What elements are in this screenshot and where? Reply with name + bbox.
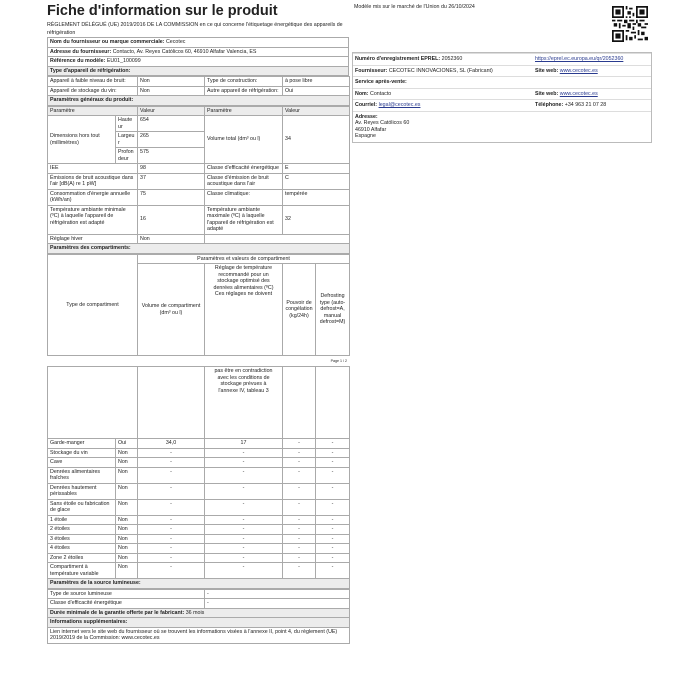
compartment-freeze: - bbox=[283, 483, 316, 499]
compartment-name: Compartiment à température variable bbox=[48, 563, 116, 579]
light-type-label: Type de source lumineuse bbox=[48, 589, 205, 599]
height-label: Hauteur bbox=[116, 116, 138, 132]
compartment-presence: Non bbox=[116, 499, 138, 515]
value-header: Valeur bbox=[138, 106, 205, 116]
page-title: Fiche d'information sur le produit bbox=[47, 3, 278, 19]
empty-cell bbox=[283, 367, 316, 439]
param-header: Paramètre bbox=[48, 106, 138, 116]
extra-text: Lien internet vers le site web du fournisseur où se trouvent les informations visées à l'annexe II, point 4, du règlement (UE) 2019/2019 de la Commission: www.cecotec.es bbox=[48, 627, 350, 643]
compartment-name: Stockage du vin bbox=[48, 448, 116, 458]
address-value: Contacto, Av. Reyes Católicos 60, 46910 Alfafar Valencia, ES bbox=[112, 48, 257, 55]
compartment-freeze: - bbox=[283, 499, 316, 515]
type-row bbox=[48, 77, 350, 87]
param-value: tempérée bbox=[283, 189, 350, 205]
compartment-defrost: - bbox=[316, 544, 350, 554]
addr-line: Av. Reyes Católicos 60 bbox=[355, 120, 410, 126]
general-row bbox=[48, 173, 350, 189]
compartment-volume: - bbox=[138, 534, 205, 544]
type-label: Autre appareil de réfrigération: bbox=[205, 86, 283, 96]
extra-label: Informations supplémentaires: bbox=[48, 618, 350, 628]
eprel-label: Numéro d'enregistrement EPREL: bbox=[355, 56, 441, 62]
eprel-panel bbox=[352, 0, 652, 143]
width-label: Largeur bbox=[116, 132, 138, 148]
qr-code-icon[interactable] bbox=[612, 6, 648, 42]
compartment-name: Garde-manger bbox=[48, 439, 116, 449]
param-label: IEE bbox=[48, 164, 138, 174]
compartment-defrost: - bbox=[316, 467, 350, 483]
compartment-volume: - bbox=[138, 525, 205, 535]
compartment-temp: - bbox=[205, 563, 283, 579]
phone-value: +34 963 21 07 28 bbox=[564, 102, 607, 108]
supplier-label: Nom du fournisseur ou marque commerciale: bbox=[50, 39, 165, 45]
type-row bbox=[48, 86, 350, 96]
param-label: Classe climatique: bbox=[205, 189, 283, 205]
mail-link[interactable]: legal@cecotec.es bbox=[378, 102, 421, 108]
param-value: 75 bbox=[138, 189, 205, 205]
param-label: Température ambiante maximale (ºC) à laquelle l'appareil de réfrigération est adapté bbox=[205, 205, 283, 234]
compartment-defrost: - bbox=[316, 448, 350, 458]
compartment-presence: Non bbox=[116, 515, 138, 525]
web2-label: Site web: bbox=[535, 90, 559, 97]
param-value: 16 bbox=[138, 205, 205, 234]
type-value: Oui bbox=[283, 86, 350, 96]
depth-label: Profondeur bbox=[116, 148, 138, 164]
supplier-value: Cecotec bbox=[165, 39, 186, 45]
compartment-freeze: - bbox=[283, 544, 316, 554]
winter-value: Non bbox=[138, 234, 205, 244]
compartment-name: 3 étoiles bbox=[48, 534, 116, 544]
param-value: 98 bbox=[138, 164, 205, 174]
depth-value: 575 bbox=[138, 148, 205, 164]
general-row bbox=[48, 164, 350, 174]
compartment-presence: Non bbox=[116, 525, 138, 535]
compartment-name: 2 étoiles bbox=[48, 525, 116, 535]
param-header: Paramètre bbox=[205, 106, 283, 116]
compartment-volume: - bbox=[138, 448, 205, 458]
addr-line: Espagne bbox=[355, 133, 376, 139]
type-table bbox=[47, 76, 350, 106]
compartment-presence: Non bbox=[116, 458, 138, 468]
eprel-number: 2052360 bbox=[441, 56, 463, 62]
type-section-title: Type d'appareil de réfrigération: bbox=[48, 66, 349, 76]
web-label: Site web: bbox=[535, 67, 559, 74]
compartment-temp: - bbox=[205, 525, 283, 535]
compartment-row bbox=[48, 467, 350, 483]
compartment-name: Zone 2 étoiles bbox=[48, 553, 116, 563]
eprel-info-box bbox=[352, 52, 652, 143]
compartment-freeze: - bbox=[283, 448, 316, 458]
web2-link[interactable]: www.cecotec.es bbox=[559, 90, 598, 97]
compartment-volume: - bbox=[138, 499, 205, 515]
compartment-defrost: - bbox=[316, 458, 350, 468]
phone-label: Téléphone: bbox=[535, 102, 564, 108]
compartment-temp: - bbox=[205, 483, 283, 499]
compartment-defrost: - bbox=[316, 499, 350, 515]
compartment-temp: - bbox=[205, 515, 283, 525]
empty-cell bbox=[316, 367, 350, 439]
addr-label: Adresse: bbox=[355, 113, 378, 120]
supplier-table bbox=[47, 37, 349, 76]
compartment-name: Denrées alimentaires fraîches bbox=[48, 467, 116, 483]
compartment-temp: - bbox=[205, 499, 283, 515]
model-row bbox=[48, 57, 349, 67]
compartment-temp: 17 bbox=[205, 439, 283, 449]
type-value: Non bbox=[138, 86, 205, 96]
mail-label: Courriel: bbox=[355, 102, 378, 108]
compartment-presence: Non bbox=[116, 448, 138, 458]
type-value: à pose libre bbox=[283, 77, 350, 87]
compartment-volume: - bbox=[138, 483, 205, 499]
compartment-freeze: - bbox=[283, 458, 316, 468]
compartment-name: 1 étoile bbox=[48, 515, 116, 525]
comp-group-header: Paramètres et valeurs de compartiment bbox=[138, 254, 350, 264]
compartment-temp: - bbox=[205, 544, 283, 554]
compartment-freeze: - bbox=[283, 525, 316, 535]
comp-defrost-header: Defrosting type (auto-defrost=A, manual defrost=M) bbox=[316, 264, 350, 356]
addr-line: 46910 Alfafar bbox=[355, 126, 387, 133]
name-value: Contacto bbox=[370, 90, 392, 97]
name-label: Nom: bbox=[355, 90, 369, 97]
compartment-temp: - bbox=[205, 467, 283, 483]
compartment-volume: - bbox=[138, 467, 205, 483]
param-label: Émissions de bruit acoustique dans l'air [dB(A) re 1 pW] bbox=[48, 173, 138, 189]
empty-cell bbox=[205, 234, 350, 244]
compartment-defrost: - bbox=[316, 553, 350, 563]
compartment-freeze: - bbox=[283, 553, 316, 563]
warranty-row bbox=[48, 608, 350, 618]
light-table bbox=[47, 589, 350, 644]
compartment-name: Cave bbox=[48, 458, 116, 468]
comp-section-title: Paramètres des compartiments: bbox=[48, 244, 350, 254]
compartment-temp: - bbox=[205, 553, 283, 563]
general-section-title: Paramètres généraux du produit: bbox=[48, 96, 350, 106]
compartment-header-table bbox=[47, 254, 350, 357]
compartment-temp: - bbox=[205, 534, 283, 544]
volume-label: Volume total (dm³ ou l) bbox=[205, 116, 283, 164]
compartment-volume: - bbox=[138, 458, 205, 468]
comp-temp-header-cont: pas être en contradiction avec les conditions de stockage prévues à l'annexe IV, tableau 3 bbox=[205, 367, 283, 439]
compartment-row bbox=[48, 483, 350, 499]
warranty-value: 36 mois bbox=[185, 609, 205, 616]
compartment-freeze: - bbox=[283, 439, 316, 449]
compartment-name: 4 étoiles bbox=[48, 544, 116, 554]
winter-label: Réglage hiver bbox=[48, 234, 138, 244]
compartment-row bbox=[48, 448, 350, 458]
compartment-temp: - bbox=[205, 458, 283, 468]
type-label: Appareil à faible niveau de bruit: bbox=[48, 77, 138, 87]
compartment-defrost: - bbox=[316, 439, 350, 449]
volume-value: 34 bbox=[283, 116, 350, 164]
address-label: Adresse du fournisseur: bbox=[50, 48, 112, 55]
compartment-presence: Oui bbox=[116, 439, 138, 449]
compartment-presence: Non bbox=[116, 544, 138, 554]
compartment-temp: - bbox=[205, 448, 283, 458]
comp-freeze-header: Pouvoir de congélation (kg/24h) bbox=[283, 264, 316, 356]
param-value: 32 bbox=[283, 205, 350, 234]
compartment-row bbox=[48, 439, 350, 449]
general-row bbox=[48, 205, 350, 234]
compartment-presence: Non bbox=[116, 467, 138, 483]
page-number: Page 1 / 2 bbox=[330, 359, 347, 363]
compartment-defrost: - bbox=[316, 563, 350, 579]
param-label: Consommation d'énergie annuelle (kWh/an) bbox=[48, 189, 138, 205]
empty-cell bbox=[48, 367, 138, 439]
compartment-defrost: - bbox=[316, 525, 350, 535]
general-table bbox=[47, 106, 350, 254]
compartment-freeze: - bbox=[283, 467, 316, 483]
supplier-value-right: CECOTEC INNOVACIONES, SL (Fabricant) bbox=[388, 67, 493, 74]
compartment-volume: 34,0 bbox=[138, 439, 205, 449]
compartment-name: Denrées hautement périssables bbox=[48, 483, 116, 499]
width-value: 265 bbox=[138, 132, 205, 148]
param-label: Classe d'émission de bruit acoustique dans l'air bbox=[205, 173, 283, 189]
comp-type-header: Type de compartiment bbox=[48, 254, 138, 356]
type-label: Appareil de stockage du vin: bbox=[48, 86, 138, 96]
compartment-row bbox=[48, 563, 350, 579]
compartment-volume: - bbox=[138, 553, 205, 563]
compartment-freeze: - bbox=[283, 534, 316, 544]
model-value: EU01_100099 bbox=[106, 58, 141, 64]
type-value: Non bbox=[138, 77, 205, 87]
compartment-defrost: - bbox=[316, 534, 350, 544]
compartment-row bbox=[48, 544, 350, 554]
light-section-title: Paramètres de la source lumineuse: bbox=[48, 579, 350, 589]
compartment-defrost: - bbox=[316, 515, 350, 525]
compartment-presence: Non bbox=[116, 553, 138, 563]
supplier-label-right: Fournisseur: bbox=[355, 67, 388, 74]
product-sheet bbox=[47, 0, 349, 644]
compartment-name: Sans étoile ou fabrication de glace bbox=[48, 499, 116, 515]
compartment-presence: Non bbox=[116, 483, 138, 499]
dimensions-label: Dimensions hors tout (millimètres) bbox=[48, 116, 116, 164]
comp-temp-header: Réglage de température recommandé pour un stockage optimisé des denrées alimentaires (ºC) Ces réglages ne doivent bbox=[205, 264, 283, 356]
eprel-link[interactable]: https://eprel.ec.europa.eu/qr/2052360 bbox=[535, 56, 624, 62]
regulation-text: RÈGLEMENT DÉLÉGUÉ (UE) 2019/2016 DE LA COMMISSION en ce qui concerne l'étiquetage énergétique des appareils de réfrigération bbox=[47, 22, 343, 36]
compartment-freeze: - bbox=[283, 515, 316, 525]
compartment-row bbox=[48, 515, 350, 525]
address-row bbox=[48, 47, 349, 57]
light-class-label: Classe d'efficacité énergétique bbox=[48, 599, 205, 609]
param-label: Classe d'efficacité énergétique bbox=[205, 164, 283, 174]
compartment-row bbox=[48, 499, 350, 515]
param-value: E bbox=[283, 164, 350, 174]
compartment-row bbox=[48, 534, 350, 544]
light-class-value: - bbox=[205, 599, 350, 609]
compartment-table bbox=[47, 366, 350, 589]
param-value: C bbox=[283, 173, 350, 189]
model-label: Référence du modèle: bbox=[50, 58, 106, 64]
compartment-presence: Non bbox=[116, 534, 138, 544]
type-label: Type de construction: bbox=[205, 77, 283, 87]
compartment-row bbox=[48, 525, 350, 535]
compartment-volume: - bbox=[138, 515, 205, 525]
value-header: Valeur bbox=[283, 106, 350, 116]
compartment-defrost: - bbox=[316, 483, 350, 499]
compartment-presence: Non bbox=[116, 563, 138, 579]
height-value: 654 bbox=[138, 116, 205, 132]
compartment-volume: - bbox=[138, 563, 205, 579]
warranty-label: Durée minimale de la garantie offerte par le fabricant: bbox=[50, 609, 185, 616]
compartment-row bbox=[48, 458, 350, 468]
market-date: Modèle mis sur le marché de l'Union du 26/10/2024 bbox=[354, 4, 475, 10]
compartment-row bbox=[48, 553, 350, 563]
compartment-volume: - bbox=[138, 544, 205, 554]
general-row bbox=[48, 189, 350, 205]
param-value: 37 bbox=[138, 173, 205, 189]
param-label: Température ambiante minimale (ºC) à laquelle l'appareil de réfrigération est adapté bbox=[48, 205, 138, 234]
light-type-value: - bbox=[205, 589, 350, 599]
compartment-freeze: - bbox=[283, 563, 316, 579]
web-link[interactable]: www.cecotec.es bbox=[559, 67, 598, 74]
supplier-row bbox=[48, 38, 349, 48]
comp-volume-header: Volume de compartiment (dm³ ou l) bbox=[138, 264, 205, 356]
after-sales-title: Service après-vente: bbox=[355, 79, 407, 85]
empty-cell bbox=[138, 367, 205, 439]
